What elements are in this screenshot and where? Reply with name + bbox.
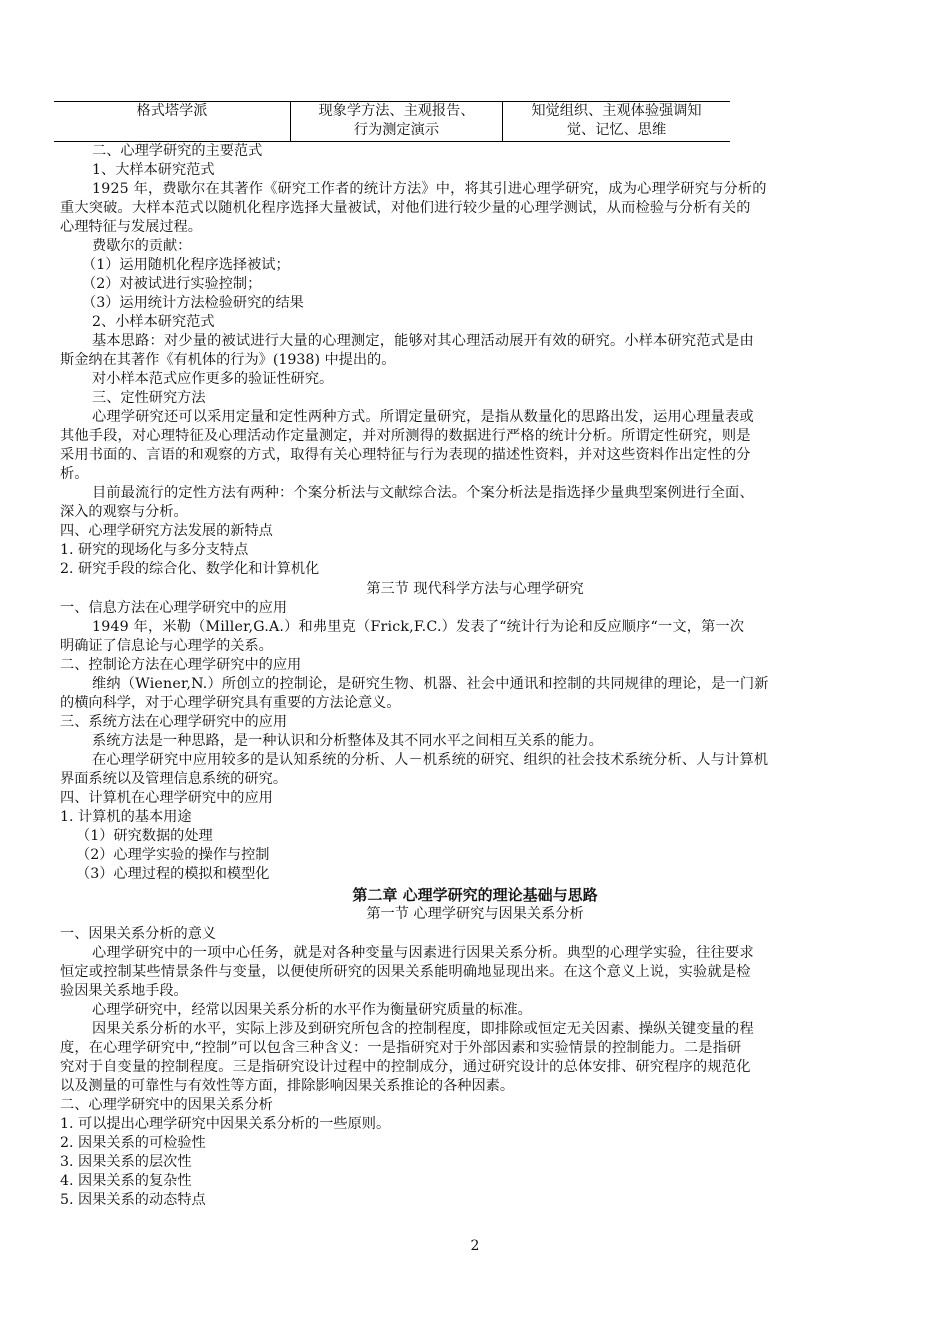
list-item: （2）心理学实验的操作与控制 bbox=[76, 847, 270, 863]
paragraph-line: 在心理学研究中应用较多的是认知系统的分析、人－机系统的研究、组织的社会技术系统分析、人与计算机 bbox=[92, 752, 769, 768]
list-item: 1. 研究的现场化与多分支特点 bbox=[60, 542, 249, 558]
paragraph-line: 维纳（Wiener,N.）所创立的控制论，是研究生物、机器、社会中通讯和控制的共同规律的理论，是一门新 bbox=[92, 676, 769, 692]
table-cell-topic-2: 觉、记忆、思维 bbox=[566, 122, 667, 138]
paragraph-line: 费歇尔的贡献： bbox=[92, 238, 192, 254]
paragraph-line: 的横向科学，对于心理学研究具有重要的方法论意义。 bbox=[60, 695, 401, 711]
paragraph-line: 目前最流行的定性方法有两种：个案分析法与文献综合法。个案分析法是指选择少量典型案例进行全面、 bbox=[92, 485, 754, 501]
heading-systems-method: 三、系统方法在心理学研究中的应用 bbox=[60, 714, 288, 730]
paragraph-line: 心理学研究中的一项中心任务，就是对各种变量与因素进行因果关系分析。典型的心理学实验，往往要求 bbox=[92, 945, 754, 961]
list-item: 1. 计算机的基本用途 bbox=[60, 809, 192, 825]
paragraph-line: 恒定或控制某些情景条件与变量，以便使所研究的因果关系能明确地显现出来。在这个意义上说，实验就是检 bbox=[60, 964, 751, 980]
section-title-3: 第三节 现代科学方法与心理学研究 bbox=[366, 581, 584, 597]
heading-causal-analysis: 二、心理学研究中的因果关系分析 bbox=[60, 1097, 273, 1113]
paragraph-line: 采用书面的、言语的和观察的方式，取得有关心理特征与行为表现的描述性资料，并对这些资料作出定性的分 bbox=[60, 447, 751, 463]
paragraph-line: 1949 年，米勒（Miller,G.A.）和弗里克（Frick,F.C.）发表了“统计行为论和反应顺序“一文，第一次 bbox=[92, 619, 745, 635]
subheading-small-sample: 2、小样本研究范式 bbox=[92, 314, 215, 330]
table-cell-topic-1: 知觉组织、主观体验强调知 bbox=[531, 103, 702, 119]
list-item: （1）运用随机化程序选择被试； bbox=[82, 257, 290, 273]
paragraph-line: 1925 年，费歇尔在其著作《研究工作者的统计方法》中，将其引进心理学研究，成为心理学研究与分析的 bbox=[92, 181, 767, 197]
paragraph-line: 系统方法是一种思路，是一种认识和分析整体及其不同水平之间相互关系的能力。 bbox=[92, 733, 603, 749]
table-cell-school: 格式塔学派 bbox=[136, 103, 208, 119]
heading-qualitative: 三、定性研究方法 bbox=[92, 390, 206, 406]
paragraph-line: 明确证了信息论与心理学的关系。 bbox=[60, 638, 273, 654]
heading-cybernetics: 二、控制论方法在心理学研究中的应用 bbox=[60, 657, 302, 673]
paragraph-line: 对小样本范式应作更多的验证性研究。 bbox=[92, 371, 334, 387]
paragraph-line: 基本思路：对少量的被试进行大量的心理测定，能够对其心理活动展开有效的研究。小样本研究范式是由 bbox=[92, 333, 754, 349]
paragraph-line: 深入的观察与分析。 bbox=[60, 504, 188, 520]
list-item: 3. 因果关系的层次性 bbox=[60, 1154, 192, 1170]
list-item: 2. 研究手段的综合化、数学化和计算机化 bbox=[60, 561, 320, 577]
chapter-title: 第二章 心理学研究的理论基础与思路 bbox=[352, 886, 598, 904]
heading-information-method: 一、信息方法在心理学研究中的应用 bbox=[60, 600, 288, 616]
list-item: 2. 因果关系的可检验性 bbox=[60, 1135, 206, 1151]
list-item: 5. 因果关系的动态特点 bbox=[60, 1192, 206, 1208]
list-item: 4. 因果关系的复杂性 bbox=[60, 1173, 192, 1189]
list-item: （1）研究数据的处理 bbox=[76, 828, 213, 844]
list-item: 1. 可以提出心理学研究中因果关系分析的一些原则。 bbox=[60, 1116, 391, 1132]
paragraph-line: 析。 bbox=[60, 466, 89, 482]
section-title-1: 第一节 心理学研究与因果关系分析 bbox=[366, 906, 584, 922]
paragraph-line: 心理特征与发展过程。 bbox=[60, 219, 202, 235]
list-item: （2）对被试进行实验控制； bbox=[82, 276, 262, 292]
list-item: （3）运用统计方法检验研究的结果 bbox=[82, 295, 304, 311]
paragraph-line: 验因果关系地手段。 bbox=[60, 983, 188, 999]
page-number: 2 bbox=[470, 1238, 480, 1254]
paragraph-line: 其他手段，对心理特征及心理活动作定量测定，并对所测得的数据进行严格的统计分析。所谓定性研究，则是 bbox=[60, 428, 751, 444]
paragraph-line: 度，在心理学研究中,“控制”可以包含三种含义：一是指研究对于外部因素和实验情景的控制能力。二是指研 bbox=[60, 1040, 742, 1056]
paragraph-line: 重大突破。大样本范式以随机化程序选择大量被试，对他们进行较少量的心理学测试，从而检验与分析有关的 bbox=[60, 200, 751, 216]
heading-new-features: 四、心理学研究方法发展的新特点 bbox=[60, 523, 273, 539]
heading-computer: 四、计算机在心理学研究中的应用 bbox=[60, 790, 273, 806]
heading-main-paradigms: 二、心理学研究的主要范式 bbox=[92, 143, 263, 159]
paragraph-line: 心理学研究中，经常以因果关系分析的水平作为衡量研究质量的标准。 bbox=[92, 1002, 532, 1018]
paragraph-line: 斯金纳在其著作《有机体的行为》(1938) 中提出的。 bbox=[60, 352, 396, 368]
paragraph-line: 界面系统以及管理信息系统的研究。 bbox=[60, 771, 288, 787]
paragraph-line: 因果关系分析的水平，实际上涉及到研究所包含的控制程度，即排除或恒定无关因素、操纵关键变量的程 bbox=[92, 1021, 754, 1037]
paragraph-line: 究对于自变量的控制程度。三是指研究设计过程中的控制成分，通过研究设计的总体安排、研究程序的规范化 bbox=[60, 1059, 751, 1075]
heading-causal-meaning: 一、因果关系分析的意义 bbox=[60, 926, 217, 942]
subheading-large-sample: 1、大样本研究范式 bbox=[92, 162, 215, 178]
table-cell-method-1: 现象学方法、主观报告、 bbox=[318, 103, 475, 119]
paragraph-line: 以及测量的可靠性与有效性等方面，排除影响因果关系推论的各种因素。 bbox=[60, 1078, 515, 1094]
table-cell-method-2: 行为测定演示 bbox=[353, 122, 440, 138]
paragraph-line: 心理学研究还可以采用定量和定性两种方式。所谓定量研究，是指从数量化的思路出发，运用心理量表或 bbox=[92, 409, 754, 425]
list-item: （3）心理过程的模拟和模型化 bbox=[76, 866, 270, 882]
